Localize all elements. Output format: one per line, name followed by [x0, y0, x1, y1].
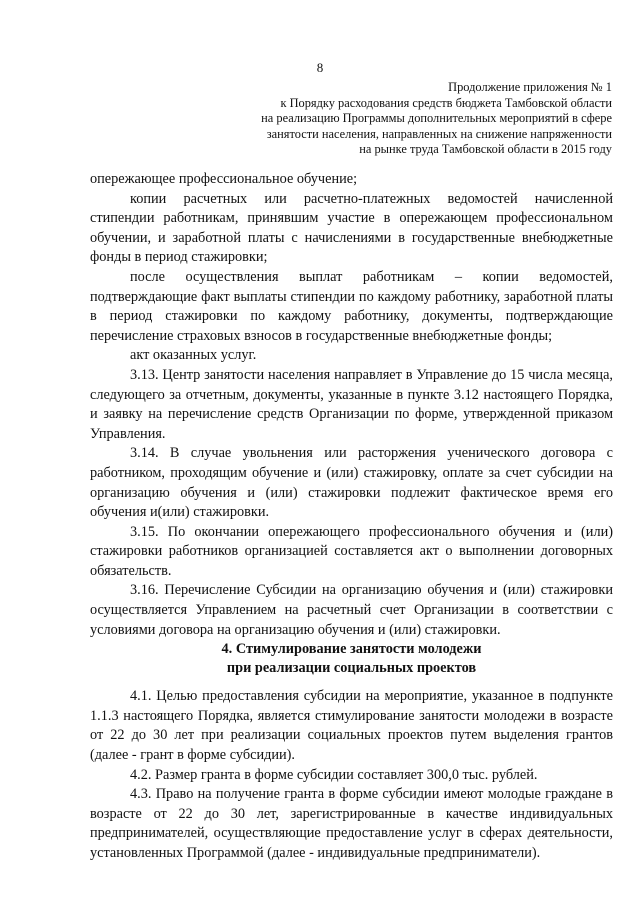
paragraph-3-16: 3.16. Перечисление Субсидии на организацию обучения и (или) стажировки осуществляется Управлением на расчетный счет Организации в соответствии с условиями договора на организацию обучения и (или) стажировки. — [90, 582, 613, 638]
section-4-title-line-1: 4. Стимулирование занятости молодежи — [221, 641, 482, 658]
paragraph-4-2: 4.2. Размер гранта в форме субсидии составляет 300,0 тыс. рублей. — [130, 766, 538, 783]
document-body — [90, 170, 613, 864]
paragraph-after-payments: после осуществления выплат работникам – копии ведомостей, подтверждающие факт выплаты стипендии по каждому работнику, заработной платы в период стажировки по каждому работнику, документы, подтверждающие перечисление страховых взносов в государственные внебюджетные фонды; — [90, 268, 613, 344]
paragraph-payroll-copies: копии расчетных или расчетно-платежных ведомостей начисленной стипендии работникам, принявшим участие в опережающем профессиональном обучении, и заработной платы с начислениями в государственные внебюджетные фонды в период стажировки; — [90, 190, 613, 266]
paragraph-4-1: 4.1. Целью предоставления субсидии на мероприятие, указанное в подпункте 1.1.3 настоящего Порядка, является стимулирование занятости молодежи в возрасте от 22 до 30 лет при реализации социальных проектов путем выделения грантов (далее - грант в форме субсидии). — [90, 688, 613, 764]
paragraph-4-3: 4.3. Право на получение гранта в форме субсидии имеют молодые граждане в возрасте от 22 до 30 лет, зарегистрированные в качестве индивидуальных предпринимателей, осуществляющие предоставление услуг в сферах деятельности, установленных Программой (далее - индивидуальные предприниматели). — [90, 786, 613, 861]
appendix-header-line: Продолжение приложения № 1 — [448, 80, 612, 94]
section-4-title-line-2: при реализации социальных проектов — [226, 660, 477, 677]
paragraph-continuation: опережающее профессиональное обучение; — [90, 171, 358, 187]
paragraph-3-14: 3.14. В случае увольнения или расторжения ученического договора с работником, проходящим обучение и (или) стажировку, оплате за счет субсидии на организацию обучения и (или) стажировки подлежит фактическое время его обучения и(или) стажировки. — [90, 445, 613, 521]
section-gap — [90, 678, 613, 687]
paragraph-3-13: 3.13. Центр занятости населения направляет в Управление до 15 числа месяца, следующего за отчетным, документы, указанные в пункте 3.12 настоящего Порядка, и заявку на перечисление средств Организации по форме, утвержденной приказом Управления. — [90, 366, 613, 442]
appendix-header-line: на рынке труда Тамбовской области в 2015 году — [359, 142, 612, 157]
appendix-header-line: на реализацию Программы дополнительных мероприятий в сфере — [261, 111, 612, 126]
appendix-header-line: занятости населения, направленных на снижение напряженности — [266, 126, 612, 141]
section-4-heading — [90, 640, 613, 678]
paragraph-3-15: 3.15. По окончании опережающего профессионального обучения и (или) стажировки работников организацией составляется акт о выполнении договорных обязательств. — [90, 523, 613, 579]
appendix-header — [180, 80, 612, 158]
appendix-header-line: к Порядку расходования средств бюджета Тамбовской области — [280, 95, 612, 110]
page-number: 8 — [316, 60, 324, 75]
paragraph-services-act: акт оказанных услуг. — [130, 347, 257, 364]
